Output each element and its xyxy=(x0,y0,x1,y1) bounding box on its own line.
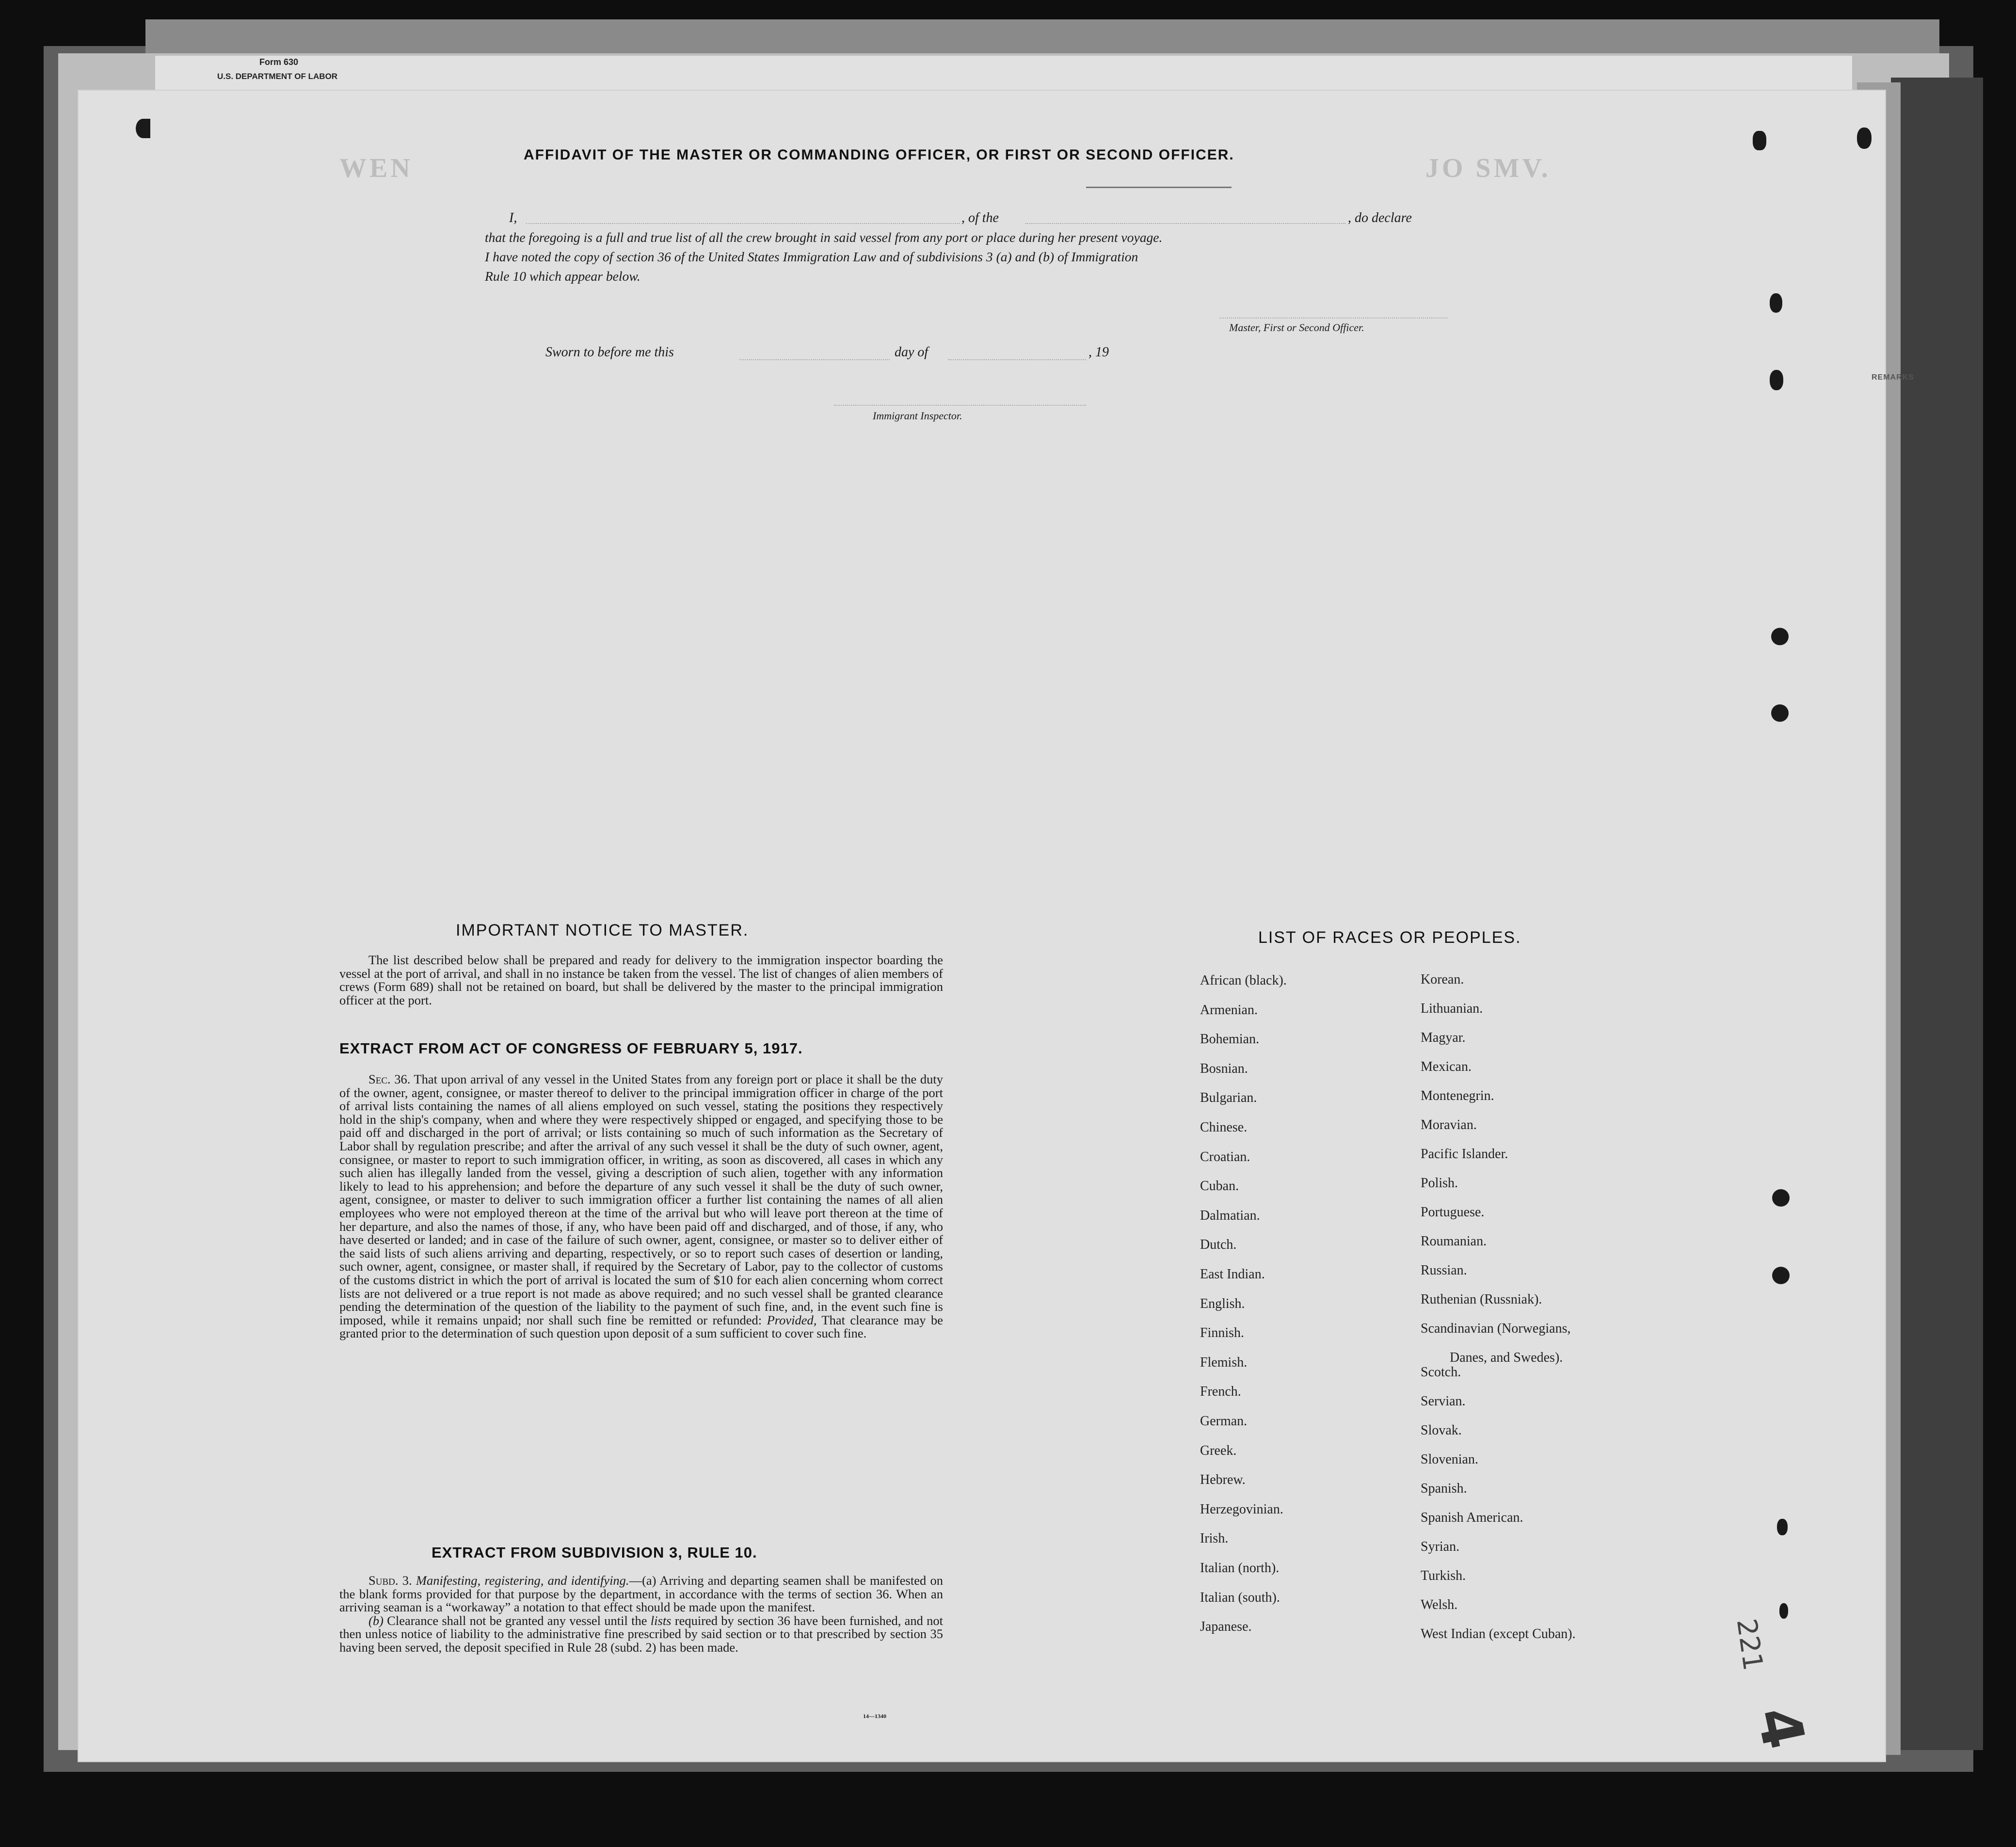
race-item: Croatian. xyxy=(1200,1149,1250,1164)
race-item: Russian. xyxy=(1421,1263,1467,1278)
handwritten-mark: 4 xyxy=(1743,1701,1818,1755)
inspector-label: Immigrant Inspector. xyxy=(873,410,962,422)
race-item: Herzegovinian. xyxy=(1200,1501,1283,1517)
race-item: French. xyxy=(1200,1384,1241,1400)
race-item: Bohemian. xyxy=(1200,1032,1260,1047)
para-b-1: Clearance shall not be granted any vessel until the xyxy=(387,1613,647,1628)
punch-hole xyxy=(1772,1189,1790,1207)
race-item: Montenegrin. xyxy=(1421,1088,1494,1103)
race-item: Chinese. xyxy=(1200,1120,1248,1135)
affidavit-line-2: that the foregoing is a full and true list of all the crew brought in said vessel from any port or place during her present voyage. xyxy=(485,230,1163,245)
race-item: Japanese. xyxy=(1200,1619,1252,1635)
race-item: Finnish. xyxy=(1200,1325,1245,1341)
section-36-end: That clearance may be granted prior to the determination of such question upon deposit of a sum sufficient to cover such fine. xyxy=(339,1312,944,1341)
affidavit-i: I, xyxy=(509,210,517,225)
race-item: Italian (north). xyxy=(1200,1560,1280,1576)
race-item: English. xyxy=(1200,1296,1245,1311)
para-b-label: (b) xyxy=(368,1613,384,1628)
race-item: Ruthenian (Russniak). xyxy=(1421,1292,1542,1307)
race-item: Scandinavian (Norwegians, xyxy=(1421,1321,1571,1336)
race-item: Irish. xyxy=(1200,1531,1229,1546)
subd-heading: Manifesting, registering, and identifying. xyxy=(416,1573,629,1588)
race-item: Italian (south). xyxy=(1200,1590,1280,1605)
punch-hole xyxy=(1753,131,1766,150)
race-item: Cuban. xyxy=(1200,1178,1239,1194)
form-number: Form 630 xyxy=(259,57,299,67)
race-item: Dalmatian. xyxy=(1200,1208,1260,1223)
punch-hole xyxy=(1857,127,1872,149)
title-underline xyxy=(1086,187,1232,188)
affidavit-title: AFFIDAVIT OF THE MASTER OR COMMANDING OFFICER, OR FIRST OR SECOND OFFICER. xyxy=(524,147,1234,163)
race-item: Danes, and Swedes). xyxy=(1450,1350,1563,1365)
race-item: Slovak. xyxy=(1421,1423,1462,1438)
name-blank xyxy=(526,223,960,224)
race-item: Flemish. xyxy=(1200,1354,1248,1370)
subd-label: Subd. 3. xyxy=(368,1573,412,1588)
affidavit-do-declare: , do declare xyxy=(1348,210,1412,225)
punch-hole xyxy=(1779,1603,1788,1619)
race-item: Spanish American. xyxy=(1421,1510,1523,1525)
punch-hole xyxy=(1771,704,1789,722)
race-item: Polish. xyxy=(1421,1176,1458,1191)
vessel-blank xyxy=(1025,223,1345,224)
race-item: German. xyxy=(1200,1414,1248,1429)
day-of-label: day of xyxy=(895,345,928,360)
para-b-2: required by section 36 have been furnished, and not then unless notice of liability to the administrative fine prescribed by said section or to that prescribed by section 35 having been served, the deposit specified in Rule 28 (subd. 2) has been made. xyxy=(339,1613,944,1655)
print-code: 14—1340 xyxy=(863,1713,886,1720)
punch-hole xyxy=(1770,293,1782,313)
race-item: Welsh. xyxy=(1421,1597,1458,1612)
extract-rule-title: EXTRACT FROM SUBDIVISION 3, RULE 10. xyxy=(432,1544,757,1561)
provided-label: Provided, xyxy=(767,1312,817,1327)
race-item: African (black). xyxy=(1200,973,1287,988)
race-item: Spanish. xyxy=(1421,1481,1467,1496)
section-36-text xyxy=(339,1073,943,1340)
handwritten-number: 221 xyxy=(1730,1617,1769,1672)
department-label: U.S. DEPARTMENT OF LABOR xyxy=(217,72,338,81)
race-item: Roumanian. xyxy=(1421,1234,1487,1249)
remarks-label: REMARKS xyxy=(1872,373,1914,382)
notice-text: The list described below shall be prepared and ready for delivery to the immigration inspector boarding the vessel at the port of arrival, and shall in no instance be taken from the vessel. The list of changes of alien members of crews (Form 689) shall not be retained on board, but shall be delivered by the master to the principal immigration officer at the port. xyxy=(339,953,943,1007)
race-item: East Indian. xyxy=(1200,1267,1265,1282)
para-a: —(a) Arriving and departing seamen shall be manifested on the blank forms provided for that purpose by the department, in accordance with the terms of section 36. When an arriving seaman is a “workaway” a notation to that effect should be made upon the manifest. xyxy=(339,1573,943,1615)
race-item: Turkish. xyxy=(1421,1568,1466,1583)
day-blank xyxy=(739,359,890,360)
race-item: Scotch. xyxy=(1421,1365,1461,1380)
year-label: , 19 xyxy=(1088,345,1109,360)
punch-hole xyxy=(1771,628,1789,645)
sec-label: Sec. 36. xyxy=(368,1072,411,1086)
race-item: Moravian. xyxy=(1421,1117,1477,1132)
right-sheet-edge xyxy=(1891,78,1983,1750)
race-item: Servian. xyxy=(1421,1394,1466,1409)
punch-hole-left xyxy=(136,119,150,138)
bleed-through-text: JO SMV. xyxy=(1425,153,1551,183)
race-item: Korean. xyxy=(1421,972,1464,987)
race-item: West Indian (except Cuban). xyxy=(1421,1626,1576,1641)
sworn-label: Sworn to before me this xyxy=(545,345,674,360)
race-item: Portuguese. xyxy=(1421,1205,1485,1220)
affidavit-of-the: , of the xyxy=(961,210,999,225)
inspector-signature-line xyxy=(834,405,1086,406)
race-item: Slovenian. xyxy=(1421,1452,1478,1467)
para-b-lists: lists xyxy=(650,1613,672,1628)
race-item: Mexican. xyxy=(1421,1059,1472,1074)
bleed-through-text: WEN xyxy=(339,153,413,183)
race-item: Pacific Islander. xyxy=(1421,1146,1508,1162)
punch-hole xyxy=(1770,370,1783,390)
extract-act-title: EXTRACT FROM ACT OF CONGRESS OF FEBRUARY 5, 1917. xyxy=(339,1040,803,1057)
rule-10-text xyxy=(339,1574,943,1655)
race-item: Lithuanian. xyxy=(1421,1001,1483,1016)
race-item: Greek. xyxy=(1200,1443,1237,1458)
races-title: LIST OF RACES OR PEOPLES. xyxy=(1258,928,1521,947)
month-blank xyxy=(948,359,1086,360)
race-item: Dutch. xyxy=(1200,1237,1237,1253)
punch-hole xyxy=(1777,1519,1788,1535)
notice-title: IMPORTANT NOTICE TO MASTER. xyxy=(456,921,749,939)
race-item: Magyar. xyxy=(1421,1030,1466,1045)
race-item: Hebrew. xyxy=(1200,1472,1246,1488)
race-item: Bosnian. xyxy=(1200,1061,1248,1076)
document-page xyxy=(78,90,1914,1762)
section-36-body: That upon arrival of any vessel in the United States from any foreign port or place it shall be the duty of the owner, agent, consignee, or master thereof to deliver to the principal immigration officer in charge of the port of arrival lists containing the names of all aliens employed on such vessel, stating the positions they respectively hold in the ship's company, when and where they were respectively shipped or engaged, and specifying those to be paid off and discharged in the port of arrival; or lists containing so much of such information as the Secretary of Labor shall by regulation prescribe; and after the arrival of any such vessel it shall be the duty of such owner, agent, consignee, or master to report to such immigration officer, in writing, as soon as discovered, all cases in which any such alien has illegally landed from the vessel, giving a description of such alien, together with any information likely to lead to his apprehension; and before the departure of any such vessel it shall be the duty of such owner, agent, consignee, or master to deliver to such immigration officer a further list containing the names of all alien employees who were not employed thereon at the time of the arrival but who will leave port thereon at the time of her departure, and also the names of those, if any, who have been paid off and discharged, and of those, if any, who have deserted or landed; and in case of the failure of such owner, agent, consignee, or master so to deliver either of the said lists of such aliens arriving and departing, respectively, or so to report such cases of desertion or landing, such owner, agent, consignee, or master shall, if required by the Secretary of Labor, pay to the collector of customs of the customs district in which the port of arrival is located the sum of $10 for each alien concerning whom correct lists are not delivered or a true report is not made as above required; and no such vessel shall be granted clearance pending the determination of the question of the liability to the payment of such fine, and, in the event such fine is imposed, while it remains unpaid; nor shall such fine be remitted or refunded: xyxy=(339,1072,943,1327)
race-item: Syrian. xyxy=(1421,1539,1460,1554)
race-item: Bulgarian. xyxy=(1200,1090,1257,1106)
affidavit-line-3: I have noted the copy of section 36 of the United States Immigration Law and of subdivisions 3 (a) and (b) of Immigration xyxy=(485,249,1138,264)
race-item: Armenian. xyxy=(1200,1002,1258,1018)
punch-hole xyxy=(1772,1267,1790,1284)
affidavit-line-4: Rule 10 which appear below. xyxy=(485,269,640,284)
master-label: Master, First or Second Officer. xyxy=(1229,321,1364,334)
